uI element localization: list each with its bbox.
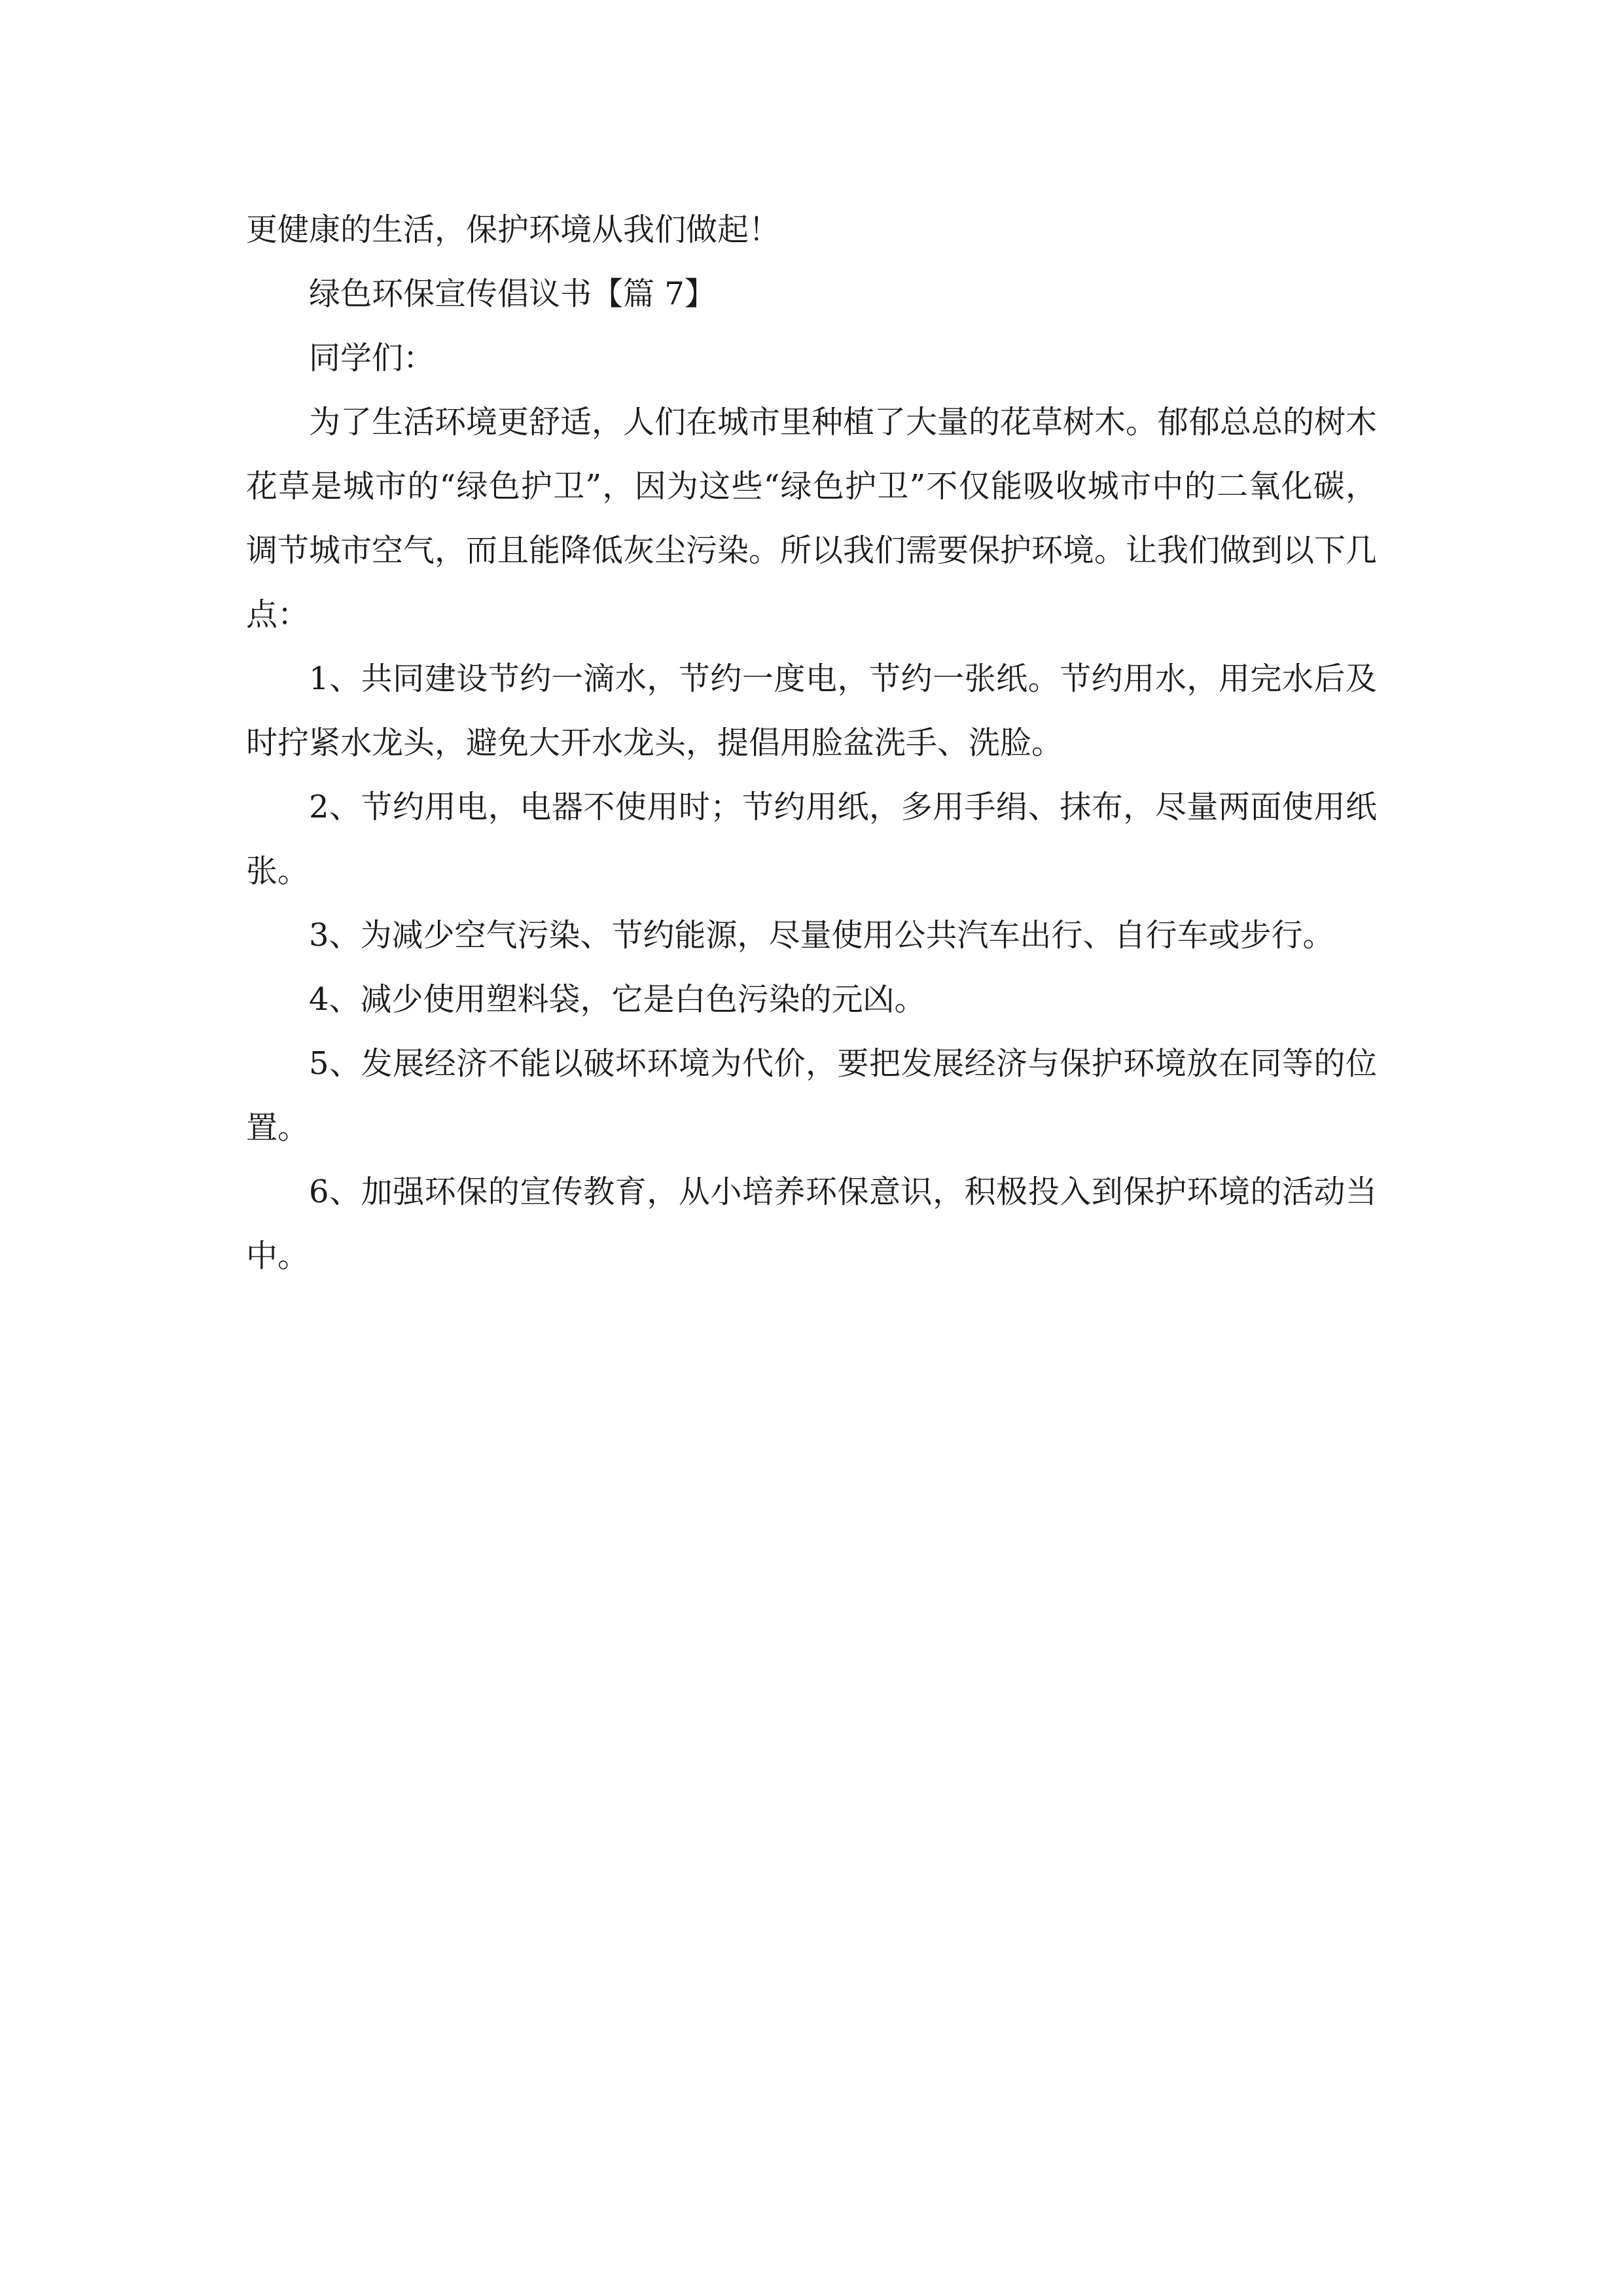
- list-item-1: 1、共同建设节约一滴水，节约一度电，节约一张纸。节约用水，用完水后及时拧紧水龙头，避免大开水龙头，提倡用脸盆洗手、洗脸。: [246, 660, 1377, 761]
- document-body: [246, 198, 1377, 1288]
- paragraph-intro: 为了生活环境更舒适，人们在城市里种植了大量的花草树木。郁郁总总的树木花草是城市的“绿色护卫”，因为这些“绿色护卫”不仅能吸收城市中的二氧化碳，调节城市空气，而且能降低灰尘污染。所以我们需要保护环境。让我们做到以下几点：: [246, 404, 1378, 633]
- list-item-2: 2、节约用电，电器不使用时；节约用纸，多用手绢、抹布，尽量两面使用纸张。: [246, 789, 1377, 889]
- list-item-6: 6、加强环保的宣传教育，从小培养环保意识，积极投入到保护环境的活动当中。: [246, 1174, 1377, 1274]
- list-item-4: 4、减少使用塑料袋，它是白色污染的元凶。: [309, 981, 926, 1018]
- list-item-5: 5、发展经济不能以破坏环境为代价，要把发展经济与保护环境放在同等的位置。: [246, 1045, 1377, 1146]
- paragraph-closing-line: 更健康的生活，保护环境从我们做起！: [246, 211, 781, 248]
- list-item-3: 3、为减少空气污染、节约能源，尽量使用公共汽车出行、自行车或步行。: [309, 917, 1334, 954]
- section-title: 绿色环保宣传倡议书【篇 7】: [309, 276, 716, 312]
- salutation: 同学们：: [309, 340, 435, 376]
